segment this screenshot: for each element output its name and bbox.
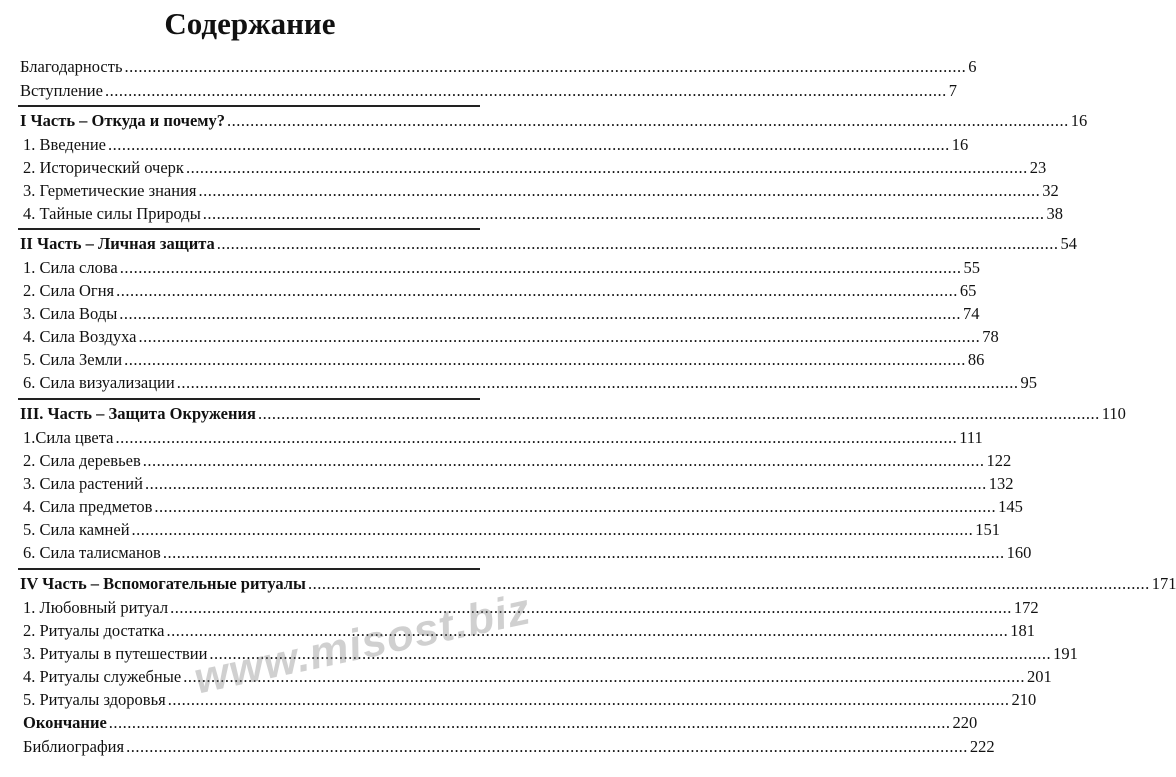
toc-entry-label: 1. Любовный ритуал: [23, 598, 169, 617]
leader-dots: [168, 689, 1010, 710]
leader-dots: [124, 349, 966, 370]
page-title: Содержание: [164, 6, 336, 41]
toc-entry-page: 16: [1070, 111, 1088, 130]
toc-entry-page: 7: [948, 81, 957, 100]
toc-part-heading: [20, 573, 1176, 594]
toc-entry: [23, 620, 1035, 641]
leader-dots: [143, 450, 985, 471]
toc-entry: [23, 689, 1037, 710]
toc-entry-label: 2. Сила Огня: [23, 281, 115, 300]
toc-entry: [23, 450, 1012, 471]
toc-entry-page: 78: [982, 327, 999, 346]
leader-dots: [109, 712, 951, 733]
toc-entry-page: 151: [975, 520, 1001, 539]
toc-entry-label: 4. Тайные силы Природы: [23, 204, 201, 223]
toc-entry: [23, 280, 977, 301]
toc-entry: [23, 542, 1032, 563]
leader-dots: [227, 110, 1069, 131]
toc-entry-label: 1.Сила цвета: [23, 428, 114, 447]
toc-entry-label: 3. Сила Воды: [23, 304, 118, 323]
toc-entry-page: 6: [968, 57, 977, 76]
leader-dots: [209, 643, 1051, 664]
toc-entry-label: 2. Исторический очерк: [23, 158, 184, 177]
toc-entry: [23, 349, 985, 370]
toc-entry-page: 145: [998, 497, 1023, 516]
toc-entry-page: 95: [1020, 373, 1037, 392]
toc-entry-page: 16: [951, 135, 969, 154]
toc-part-heading: [20, 233, 1078, 254]
toc-part-heading: [20, 110, 1088, 131]
leader-dots: [203, 203, 1045, 224]
toc-entry-page: 54: [1060, 234, 1078, 253]
toc-entry: [23, 157, 1047, 178]
leader-dots: [183, 666, 1025, 687]
toc-entry-label: 6. Сила визуализации: [23, 373, 175, 392]
leader-dots: [145, 473, 987, 494]
leader-dots: [108, 134, 950, 155]
leader-dots: [177, 372, 1019, 393]
toc-entry-page: 122: [986, 451, 1012, 470]
toc-entry: [23, 519, 1001, 540]
toc-entry: [23, 736, 995, 757]
toc-entry-page: 191: [1053, 644, 1078, 663]
toc-entry-label: 2. Ритуалы достатка: [23, 621, 165, 640]
toc-entry-label: III. Часть – Защита Окружения: [20, 404, 256, 423]
toc-entry-page: 171: [1151, 574, 1176, 593]
leader-dots: [139, 326, 981, 347]
toc-entry: [23, 372, 1037, 393]
section-divider: [18, 568, 480, 570]
leader-dots: [119, 303, 961, 324]
leader-dots: [154, 496, 996, 517]
watermark: www.misost.biz: [189, 584, 535, 704]
toc-entry-label: Благодарность: [20, 57, 123, 76]
toc-entry-label: 4. Ритуалы служебные: [23, 667, 182, 686]
toc-entry-label: Библиография: [23, 737, 125, 756]
leader-dots: [132, 519, 974, 540]
toc-entry-page: 110: [1101, 404, 1126, 423]
leader-dots: [105, 80, 947, 101]
toc-entry-label: 4. Сила предметов: [23, 497, 153, 516]
toc-entry-label: 5. Сила камней: [23, 520, 130, 539]
leader-dots: [163, 542, 1005, 563]
toc-entry-label: 1. Сила слова: [23, 258, 118, 277]
toc-entry: [20, 80, 957, 101]
toc-entry-page: 210: [1011, 690, 1037, 709]
toc-entry-page: 201: [1026, 667, 1052, 686]
toc-entry: [20, 56, 977, 77]
toc-entry: [23, 303, 980, 324]
toc-entry-label: 6. Сила талисманов: [23, 543, 161, 562]
toc-entry-page: 181: [1010, 621, 1035, 640]
toc-entry: [23, 203, 1064, 224]
section-divider: [18, 228, 480, 230]
section-divider: [18, 398, 480, 400]
toc-entry-page: 74: [963, 304, 980, 323]
toc-entry: [23, 473, 1014, 494]
toc-entry-page: 86: [967, 350, 985, 369]
toc-entry: [23, 496, 1023, 517]
toc-entry-label: 1. Введение: [23, 135, 107, 154]
leader-dots: [258, 403, 1100, 424]
toc-entry-label: IV Часть – Вспомогательные ритуалы: [20, 574, 306, 593]
toc-entry-page: 38: [1046, 204, 1064, 223]
toc-part-heading: [20, 403, 1126, 424]
toc-entry-page: 111: [959, 428, 983, 447]
toc-entry: [23, 134, 969, 155]
toc-entry: [23, 666, 1052, 687]
leader-dots: [186, 157, 1028, 178]
section-divider: [18, 105, 480, 107]
toc-entry: [23, 712, 978, 733]
leader-dots: [170, 597, 1012, 618]
toc-entry-label: II Часть – Личная защита: [20, 234, 215, 253]
leader-dots: [166, 620, 1008, 641]
leader-dots: [126, 736, 968, 757]
toc-entry: [23, 326, 999, 347]
leader-dots: [116, 280, 958, 301]
toc-entry: [23, 180, 1059, 201]
toc-entry-label: I Часть – Откуда и почему?: [20, 111, 226, 130]
toc-entry-page: 132: [988, 474, 1014, 493]
toc-entry: [23, 427, 983, 448]
toc-entry: [23, 597, 1039, 618]
toc-entry-label: 5. Сила Земли: [23, 350, 123, 369]
toc-entry-label: 3. Сила растений: [23, 474, 143, 493]
toc-entry-label: 3. Ритуалы в путешествии: [23, 644, 208, 663]
toc-entry-page: 220: [952, 713, 978, 732]
toc-entry-label: 3. Герметические знания: [23, 181, 197, 200]
toc-entry-page: 65: [959, 281, 977, 300]
toc-entry-page: 55: [963, 258, 980, 277]
toc-entry-page: 222: [969, 737, 995, 756]
toc-entry-page: 32: [1042, 181, 1059, 200]
toc-entry-label: 2. Сила деревьев: [23, 451, 141, 470]
toc-entry-page: 23: [1029, 158, 1047, 177]
toc-entry: [23, 257, 980, 278]
toc-entry-label: 4. Сила Воздуха: [23, 327, 137, 346]
toc-entry-label: Окончание: [23, 713, 107, 732]
leader-dots: [124, 56, 966, 77]
leader-dots: [120, 257, 962, 278]
leader-dots: [115, 427, 957, 448]
leader-dots: [217, 233, 1059, 254]
toc-entry-label: Вступление: [20, 81, 103, 100]
toc-entry-label: 5. Ритуалы здоровья: [23, 690, 166, 709]
toc-entry: [23, 643, 1078, 664]
toc-entry-page: 172: [1013, 598, 1039, 617]
leader-dots: [198, 180, 1040, 201]
leader-dots: [308, 573, 1150, 594]
toc-entry-page: 160: [1006, 543, 1032, 562]
